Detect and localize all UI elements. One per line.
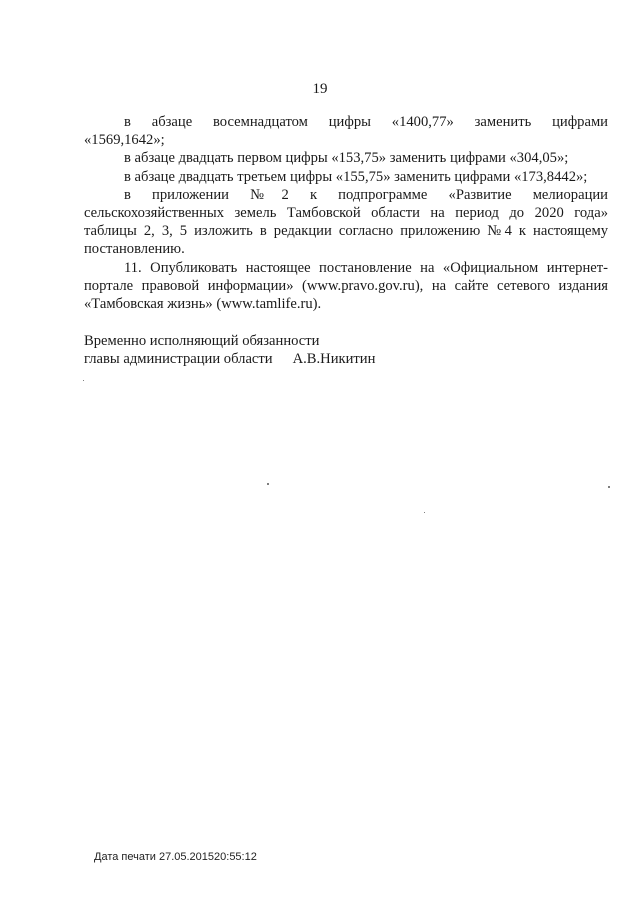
paragraph-appendix-2: в приложении №2 к подпрограмме «Развитие мелиорации сельскохозяйственных земель Тамбовской области на период до 2020 года» таблицы 2, 3, 5 изложить в редакции согласно приложению №4 к настоящему постановлению. [84,186,608,258]
paragraph-publication: 11. Опубликовать настоящее постановление на «Официальном интернет-портале правовой информации» (www.pravo.gov.ru), на сайте сетевого издания «Тамбовская жизнь» (www.tamlife.ru). [84,259,608,313]
scan-speck [83,380,84,381]
signature-block [84,333,375,368]
paragraph-21st: в абзаце двадцать первом цифры «153,75» заменить цифрами «304,05»; [124,150,569,167]
paragraph-18th-line1: в абзаце восемнадцатом цифры «1400,77» заменить цифрами [124,114,608,130]
signatory-name: А.В.Никитин [292,350,376,367]
document-body [84,113,608,313]
signatory-title-line1: Временно исполняющий обязанности [84,333,320,349]
print-date-footer: Дата печати 27.05.201520:55:12 [94,851,257,863]
scan-speck [267,483,269,485]
signatory-title-line2-text: главы администрации области [84,350,273,367]
scan-speck [608,486,610,488]
paragraph-23rd: в абзаце двадцать третьем цифры «155,75» заменить цифрами «173,8442»; [124,168,588,185]
page-number: 19 [312,81,328,97]
scan-speck [424,512,425,513]
signatory-title-line2 [84,351,375,369]
paragraph-18th-rest: «1569,1642»; [84,132,165,149]
